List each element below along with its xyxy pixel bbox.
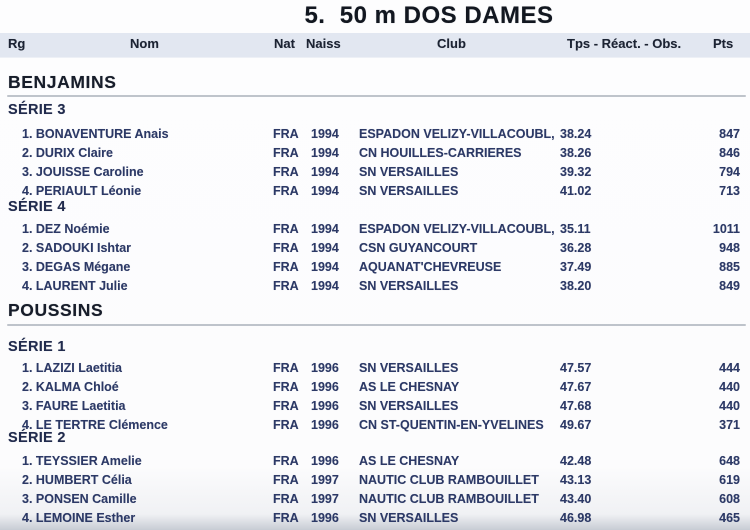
club-cell: SN VERSAILLES [359, 184, 459, 198]
section-divider [7, 95, 746, 97]
name-cell: 4. PERIAULT Léonie [22, 184, 142, 198]
pts-cell: 885 [719, 260, 740, 274]
nat-cell: FRA [273, 165, 299, 179]
nat-cell: FRA [273, 380, 299, 394]
time-cell: 36.28 [560, 241, 592, 255]
pts-cell: 846 [719, 146, 740, 160]
column-header-time: Tps - Réact. - Obs. [567, 36, 682, 51]
column-header-birth: Naiss [306, 36, 341, 51]
club-cell: NAUTIC CLUB RAMBOUILLET [359, 473, 539, 487]
result-row [8, 471, 740, 490]
birth-cell: 1994 [311, 260, 339, 274]
time-cell: 47.68 [560, 399, 592, 413]
result-row [8, 452, 740, 471]
result-row [8, 220, 740, 239]
name-cell: 4. LEMOINE Esther [22, 511, 136, 525]
pts-cell: 648 [719, 454, 740, 468]
pts-cell: 619 [719, 473, 740, 487]
pts-cell: 465 [719, 511, 740, 525]
birth-cell: 1994 [311, 184, 339, 198]
nat-cell: FRA [273, 260, 299, 274]
club-cell: SN VERSAILLES [359, 361, 459, 375]
column-header-nat: Nat [274, 36, 295, 51]
club-cell: NAUTIC CLUB RAMBOUILLET [359, 492, 539, 506]
birth-cell: 1996 [311, 418, 339, 432]
pts-cell: 849 [719, 279, 740, 293]
name-cell: 1. TEYSSIER Amelie [22, 454, 142, 468]
name-cell: 3. FAURE Laetitia [22, 399, 126, 413]
time-cell: 47.67 [560, 380, 592, 394]
nat-cell: FRA [273, 418, 299, 432]
pts-cell: 1011 [712, 222, 740, 236]
column-header-pts: Pts [713, 36, 734, 51]
club-cell: SN VERSAILLES [359, 279, 459, 293]
nat-cell: FRA [273, 222, 299, 236]
column-header-rank: Rg [8, 36, 26, 51]
name-cell: 4. LE TERTRE Clémence [22, 418, 168, 432]
nat-cell: FRA [273, 184, 299, 198]
pts-cell: 608 [719, 492, 740, 506]
birth-cell: 1997 [311, 473, 339, 487]
pts-cell: 847 [719, 127, 740, 141]
pts-cell: 794 [719, 165, 740, 179]
series-heading: SÉRIE 4 [8, 199, 66, 215]
birth-cell: 1996 [311, 454, 339, 468]
time-cell: 46.98 [560, 511, 592, 525]
series-rows [8, 125, 740, 201]
pts-cell: 948 [719, 241, 740, 255]
name-cell: 1. DEZ Noémie [22, 222, 110, 236]
table-header [0, 33, 750, 58]
result-row [8, 163, 740, 182]
series-rows [8, 359, 740, 435]
club-cell: AQUANAT'CHEVREUSE [359, 260, 502, 274]
birth-cell: 1994 [311, 127, 339, 141]
time-cell: 43.13 [560, 473, 592, 487]
page-title: 5. 50 m DOS DAMES [304, 2, 554, 29]
club-cell: ESPADON VELIZY-VILLACOUBL, [359, 127, 555, 141]
nat-cell: FRA [273, 473, 299, 487]
column-header-club: Club [437, 36, 466, 51]
result-row [8, 125, 740, 144]
birth-cell: 1994 [311, 165, 339, 179]
nat-cell: FRA [273, 241, 299, 255]
name-cell: 2. DURIX Claire [22, 146, 114, 160]
result-row [8, 258, 740, 277]
series-heading: SÉRIE 2 [8, 430, 66, 446]
name-cell: 2. KALMA Chloé [22, 380, 119, 394]
nat-cell: FRA [273, 492, 299, 506]
time-cell: 49.67 [560, 418, 592, 432]
time-cell: 38.20 [560, 279, 592, 293]
nat-cell: FRA [273, 454, 299, 468]
name-cell: 3. DEGAS Mégane [22, 260, 131, 274]
nat-cell: FRA [273, 146, 299, 160]
time-cell: 35.11 [560, 222, 591, 236]
birth-cell: 1996 [311, 361, 339, 375]
pts-cell: 713 [719, 184, 740, 198]
club-cell: ESPADON VELIZY-VILLACOUBL, [359, 222, 555, 236]
name-cell: 2. HUMBERT Célia [22, 473, 132, 487]
time-cell: 47.57 [560, 361, 592, 375]
column-header-name: Nom [130, 36, 159, 51]
name-cell: 1. BONAVENTURE Anais [22, 127, 169, 141]
pts-cell: 371 [719, 418, 740, 432]
pts-cell: 440 [719, 380, 740, 394]
result-row [8, 416, 740, 435]
time-cell: 41.02 [560, 184, 592, 198]
result-row [8, 277, 740, 296]
nat-cell: FRA [273, 511, 299, 525]
birth-cell: 1996 [311, 511, 339, 525]
series-heading: SÉRIE 3 [8, 102, 66, 118]
result-row [8, 182, 740, 201]
birth-cell: 1994 [311, 241, 339, 255]
name-cell: 4. LAURENT Julie [22, 279, 128, 293]
club-cell: SN VERSAILLES [359, 399, 459, 413]
name-cell: 3. JOUISSE Caroline [22, 165, 144, 179]
club-cell: CN HOUILLES-CARRIERES [359, 146, 522, 160]
result-row [8, 239, 740, 258]
pts-cell: 444 [719, 361, 740, 375]
time-cell: 42.48 [560, 454, 592, 468]
time-cell: 38.24 [560, 127, 592, 141]
result-row [8, 378, 740, 397]
time-cell: 38.26 [560, 146, 592, 160]
club-cell: SN VERSAILLES [359, 511, 459, 525]
time-cell: 39.32 [560, 165, 592, 179]
result-row [8, 397, 740, 416]
birth-cell: 1996 [311, 380, 339, 394]
series-rows [8, 220, 740, 296]
result-row [8, 509, 740, 528]
series-heading: SÉRIE 1 [8, 339, 66, 355]
section-heading-benjamins: BENJAMINS [8, 72, 117, 92]
birth-cell: 1996 [311, 399, 339, 413]
section-heading-poussins: POUSSINS [8, 300, 104, 320]
result-row [8, 359, 740, 378]
club-cell: CSN GUYANCOURT [359, 241, 478, 255]
club-cell: AS LE CHESNAY [359, 380, 460, 394]
name-cell: 2. SADOUKI Ishtar [22, 241, 132, 255]
birth-cell: 1994 [311, 279, 339, 293]
time-cell: 37.49 [560, 260, 592, 274]
nat-cell: FRA [273, 279, 299, 293]
birth-cell: 1994 [311, 146, 339, 160]
nat-cell: FRA [273, 361, 299, 375]
name-cell: 1. LAZIZI Laetitia [22, 361, 123, 375]
name-cell: 3. PONSEN Camille [22, 492, 137, 506]
club-cell: SN VERSAILLES [359, 165, 459, 179]
club-cell: AS LE CHESNAY [359, 454, 460, 468]
nat-cell: FRA [273, 399, 299, 413]
club-cell: CN ST-QUENTIN-EN-YVELINES [359, 418, 544, 432]
birth-cell: 1994 [311, 222, 339, 236]
result-row [8, 490, 740, 509]
pts-cell: 440 [719, 399, 740, 413]
nat-cell: FRA [273, 127, 299, 141]
birth-cell: 1997 [311, 492, 339, 506]
section-divider [7, 324, 746, 326]
result-row [8, 144, 740, 163]
time-cell: 43.40 [560, 492, 592, 506]
series-rows [8, 452, 740, 528]
